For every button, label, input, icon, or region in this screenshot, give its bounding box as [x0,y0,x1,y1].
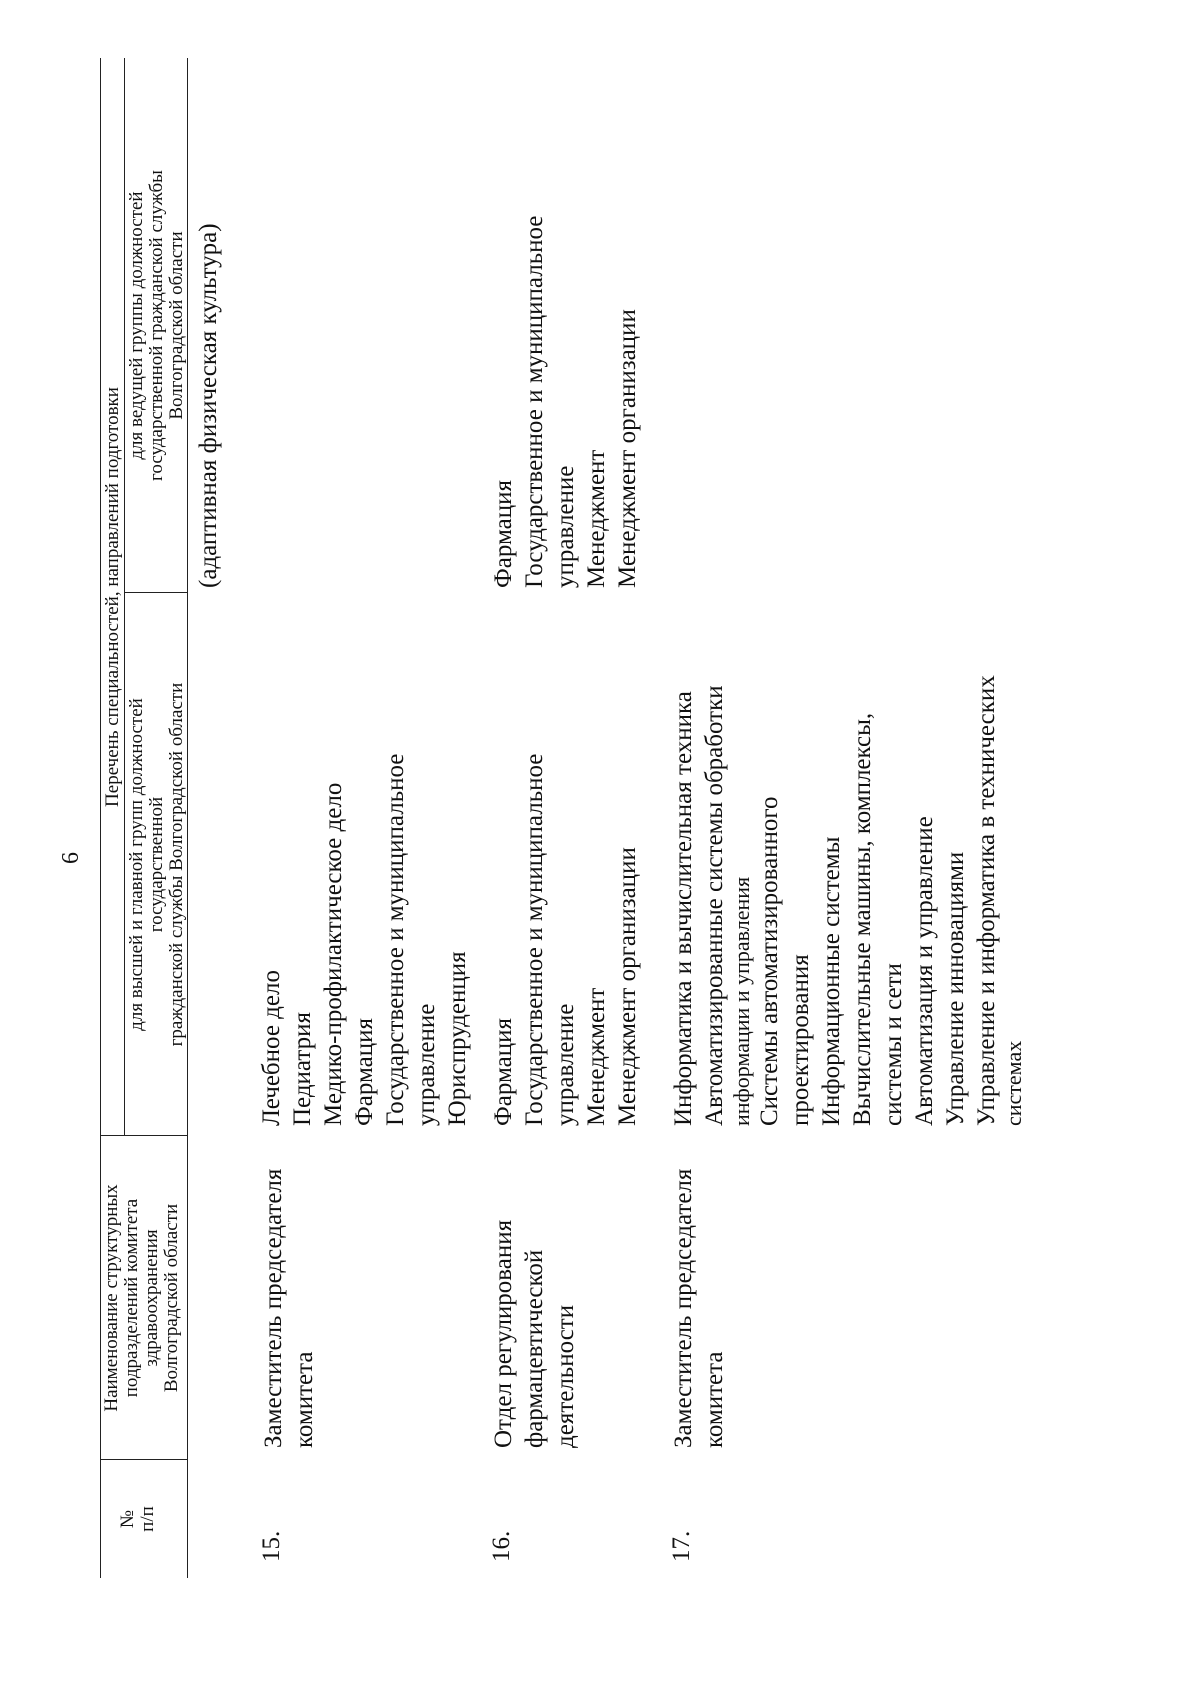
row-department-name: Заместитель председателя комитета [670,1168,728,1448]
header-bottom-rule [187,58,188,1578]
row-specialties-leading: Фармация Государственное и муниципальное управление Менеджмент Менеджмент организации [490,215,641,588]
page-number: 6 [58,852,84,864]
header-col-leading-group: для ведущей группы должностей государственной гражданской службы Волгоградской области [126,170,187,481]
row-specialties-senior: Информатика и вычислительная техника Автоматизированные системы обработки информации и управления Системы автоматизированного проектирования Информационные системы Вычислительные машины, комплексы, системы и сети Автоматизация и управление Управление инновациями Управление и информатика в технических системах [670,675,1026,1126]
row-number: 16. [488,1530,515,1562]
row-number: 15. [258,1530,285,1562]
group-header-rule [124,58,125,1136]
header-group-title: Перечень специальностей, направлений подготовки [102,387,123,807]
header-col-name: Наименование структурных подразделений комитета здравоохранения Волгоградской области [101,1184,182,1412]
row-number: 17. [668,1530,695,1562]
row-department-name: Заместитель председателя комитета [260,1168,318,1448]
continuation-text: (адаптивная физическая культура) [195,223,222,588]
row-department-name: Отдел регулирования фармацевтической деятельности [490,1219,579,1448]
header-col-number: № п/п [117,1506,158,1532]
row-specialties-senior: Фармация Государственное и муниципальное управление Менеджмент Менеджмент организации [490,753,641,1126]
row-specialties-senior: Лечебное дело Педиатрия Медико-профилактическое дело Фармация Государственное и муниципальное управление Юриспруденция [258,753,471,1126]
header-col-senior-groups: для высшей и главной групп должностей государственной гражданской службы Волгоградской области [126,682,187,1047]
